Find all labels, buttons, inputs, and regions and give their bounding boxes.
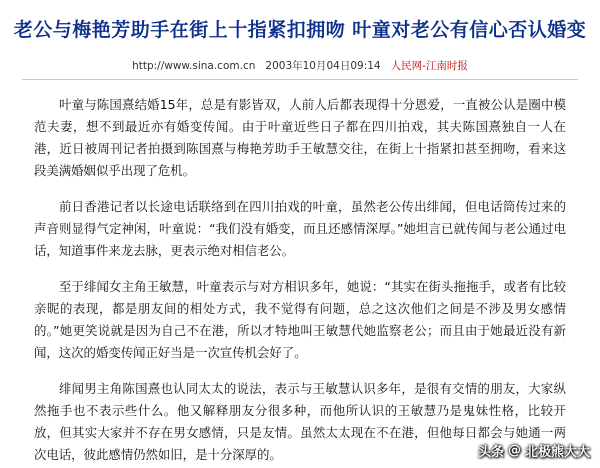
header-divider	[22, 79, 578, 80]
meta-date: 2003年10月04日09:14	[265, 60, 381, 72]
meta-source[interactable]: 人民网-江南时报	[390, 60, 468, 72]
watermark-brand: 头条	[477, 445, 504, 460]
paragraph-2: 前日香港记者以长途电话联络到在四川拍戏的叶童，虽然老公传出绯闻，但电话筒传过来的声音则显得气定神闲，叶童说：“我们没有婚变，而且还感情深厚。”她坦言已就传闻与老公通过电话，知道事件来龙去脉，更表示绝对相信老公。	[34, 199, 566, 258]
paragraph-1: 叶童与陈国熹结婚15年，总是有影皆双，人前人后都表现得十分恩爱，一直被公认是圈中模范夫妻，想不到最近亦有婚变传闻。由于叶童近些日子都在四川拍戏，其夫陈国熹独自一人在港，近日被周刊记者拍摄到陈国熹与梅艳芳助手王敏慧交往，在街上十指紧扣甚至拥吻，看来这段美满婚姻似乎出现了危机。	[34, 97, 566, 178]
article-body	[0, 94, 600, 466]
article-title: 老公与梅艳芳助手在街上十指紧扣拥吻 叶童对老公有信心否认婚变	[13, 19, 587, 41]
at-icon: @	[507, 443, 521, 458]
article-meta	[0, 58, 600, 73]
watermark-handle: 北极熊大大	[524, 445, 590, 460]
paragraph-3: 至于绯闻女主角王敏慧，叶童表示与对方相识多年，她说：“其实在街头拖拖手，或者有比较亲昵的表现，都是朋友间的相处方式，我不觉得有问题，总之这次他们之间是不涉及男女感情的。”她更笑说就是因为自己不在港，所以才特地叫王敏慧代她监察老公；而且由于她最近没有新闻，这次的婚变传闻正好当是一次宣传机会好了。	[34, 279, 566, 360]
meta-url[interactable]: http://www.sina.com.cn	[132, 60, 256, 72]
paragraph-4: 绯闻男主角陈国熹也认同太太的说法，表示与王敏慧认识多年，是很有交情的朋友，大家纵然拖手也不表示些什么。他又解释朋友分很多种，而他所认识的王敏慧乃是鬼妹性格，比较开放，但其实大家并不存在男女感情，只是友情。虽然太太现在不在港，但他每日都会与她通一两次电话，彼此感情仍然如旧，是十分深厚的。	[34, 381, 566, 462]
watermark	[478, 441, 590, 460]
